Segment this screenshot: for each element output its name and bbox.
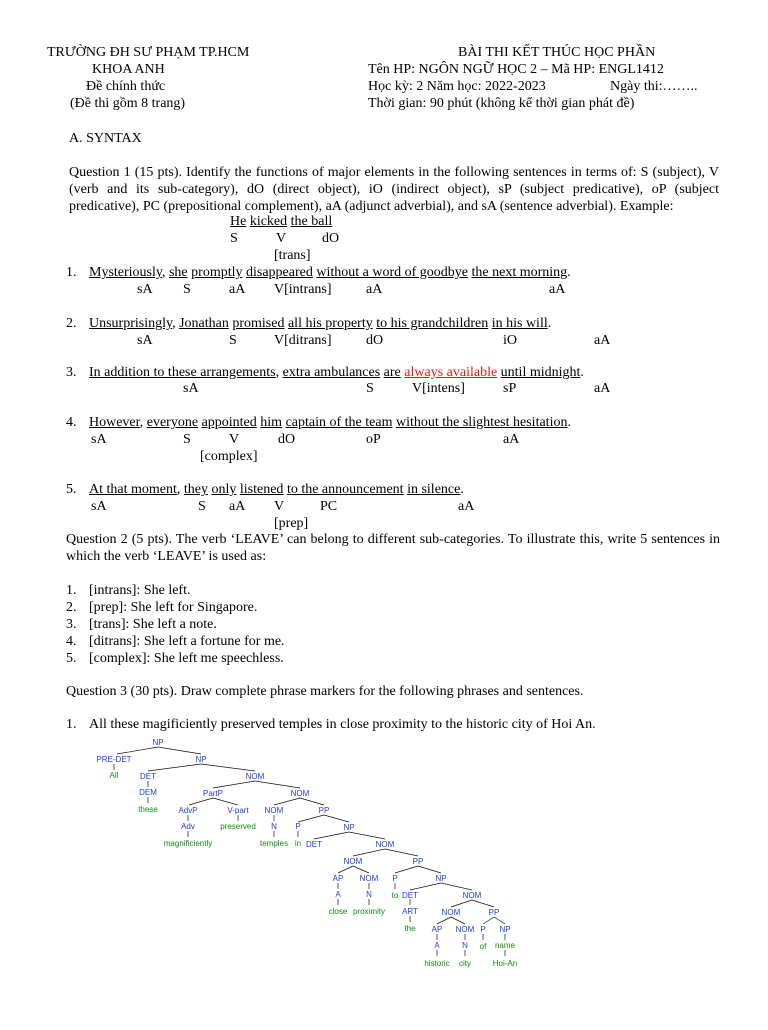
phrase: disappeared <box>246 265 313 280</box>
branch <box>213 798 238 805</box>
phrase: all his property <box>287 316 373 331</box>
node-det: DET <box>306 840 322 849</box>
example-word: kicked <box>249 214 288 229</box>
punct: , <box>275 365 283 380</box>
q1-sentence-2 <box>89 315 551 332</box>
page-count: (Đề thi gồm 8 trang) <box>70 96 186 111</box>
q1-item-number: 2. <box>66 316 77 331</box>
word-historic: historic <box>424 959 450 968</box>
school-name: TRƯỜNG ĐH SƯ PHẠM TP.HCM <box>47 45 250 60</box>
branch <box>324 815 349 822</box>
branch <box>213 781 255 788</box>
node-np: NP <box>499 925 511 934</box>
q2-answer: [trans]: She left a note. <box>89 617 217 632</box>
function-label: sA <box>91 432 107 447</box>
punct: . <box>580 365 584 380</box>
phrase: to his grandchildren <box>376 316 489 331</box>
faculty-name: KHOA ANH <box>92 62 165 77</box>
function-label: iO <box>503 333 517 348</box>
branch <box>353 849 385 856</box>
phrase: only <box>211 482 237 497</box>
q2-intro <box>66 531 720 565</box>
node-n: N <box>271 822 277 831</box>
node-np: NP <box>195 755 207 764</box>
branch <box>314 832 349 839</box>
node-pp: PP <box>488 908 500 917</box>
branch <box>338 866 353 873</box>
q2-item-number: 3. <box>66 617 77 632</box>
word-all: All <box>109 771 119 780</box>
punct: . <box>460 482 464 497</box>
node-n: N <box>462 941 468 950</box>
punct: . <box>547 316 552 331</box>
branch <box>494 917 505 924</box>
q1-sentence-4 <box>89 414 571 431</box>
phrase: Unsurprisingly <box>89 316 173 331</box>
function-label: S <box>183 282 191 297</box>
function-label: sA <box>137 282 153 297</box>
node-det: DET <box>402 891 418 900</box>
function-label: sA <box>183 381 199 396</box>
function-label: aA <box>549 282 566 297</box>
branch <box>483 917 494 924</box>
word-preserved: preserved <box>220 822 256 831</box>
example-sub: [trans] <box>274 248 311 263</box>
phrase: Mysteriously <box>89 265 162 280</box>
phrase: in his will <box>491 316 548 331</box>
node-nom: NOM <box>290 789 310 798</box>
section-title: A. SYNTAX <box>69 131 142 146</box>
tree-nodes <box>96 738 517 968</box>
q1-item-number: 1. <box>66 265 77 280</box>
branch <box>158 747 201 754</box>
branch <box>300 798 324 805</box>
branch <box>395 866 418 873</box>
node-nom: NOM <box>441 908 461 917</box>
phrase: they <box>183 482 208 497</box>
function-label: V[intens] <box>412 381 465 396</box>
q1-intro-text: Question 1 (15 pts). Identify the functions of major elements in the following sentences in terms of: S (subject), V (verb and its sub-category), dO (direct object), iO (indirect object), sP (subject predicative), oP (subject predicative), PC (prepositional complement), aA (adjunct adverbial), and sA (sentence adverbial). Example: <box>69 165 719 214</box>
example-word: the ball <box>290 214 333 229</box>
node-pp: PP <box>412 857 424 866</box>
node-pre-det: PRE-DET <box>96 755 132 764</box>
q1-sentence-5 <box>89 481 464 498</box>
q2-answer: [prep]: She left for Singapore. <box>89 600 258 615</box>
phrase: the next morning <box>471 265 568 280</box>
phrase: At that moment <box>89 482 177 497</box>
q2-item-number: 2. <box>66 600 77 615</box>
function-label: aA <box>229 499 246 514</box>
example-word: He <box>230 214 247 229</box>
branch <box>441 883 472 890</box>
branch <box>437 917 451 924</box>
function-label: dO <box>278 432 296 447</box>
branch <box>298 815 324 822</box>
node-a: A <box>335 890 341 899</box>
branch <box>201 764 255 771</box>
exam-date: Ngày thi:…….. <box>610 79 698 94</box>
q1-sentence-3 <box>89 364 584 381</box>
word-in: in <box>294 839 302 848</box>
branch <box>255 781 300 788</box>
q1-item-number: 3. <box>66 365 77 380</box>
word-hoi-an: Hoi-An <box>492 959 518 968</box>
node-p: P <box>480 925 486 934</box>
phrase: him <box>260 415 283 430</box>
phrase: However <box>89 415 140 430</box>
function-label: V[intrans] <box>274 282 332 297</box>
node-nom: NOM <box>343 857 363 866</box>
node-partp: PartP <box>202 789 224 798</box>
phrase: appointed <box>201 415 257 430</box>
node-ap: AP <box>332 874 344 883</box>
word-name: name <box>494 941 516 950</box>
function-label: S <box>183 432 191 447</box>
phrase: in silence <box>407 482 461 497</box>
punct: . <box>567 415 571 430</box>
punct: , <box>172 316 180 331</box>
function-label: oP <box>366 432 381 447</box>
function-label: dO <box>366 333 384 348</box>
example-label: dO <box>322 231 340 246</box>
word-city: city <box>459 959 471 968</box>
function-label: sA <box>137 333 153 348</box>
word-close: close <box>328 907 348 916</box>
function-label: S <box>229 333 237 348</box>
q2-answer: [ditrans]: She left a fortune for me. <box>89 634 285 649</box>
q3-item-text: All these magificiently preserved temples in close proximity to the historic city of Hoi An. <box>89 717 596 732</box>
q2-item-number: 5. <box>66 651 77 666</box>
phrase: promised <box>232 316 285 331</box>
phrase: captain of the team <box>285 415 393 430</box>
function-label: aA <box>366 282 383 297</box>
function-label: aA <box>229 282 246 297</box>
phrase-highlighted: always available <box>404 365 498 380</box>
punct: , <box>139 415 147 430</box>
phrase-marker-tree <box>0 730 768 1030</box>
q1-intro <box>69 164 719 215</box>
branch <box>148 764 201 771</box>
phrase: listened <box>239 482 284 497</box>
word-to: to <box>391 891 399 900</box>
node-v-part: V-part <box>227 806 249 815</box>
node-nom: NOM <box>375 840 395 849</box>
phrase: promptly <box>191 265 243 280</box>
q2-item-number: 1. <box>66 583 77 598</box>
function-label: aA <box>594 381 611 396</box>
node-adv: Adv <box>181 822 195 831</box>
function-label: aA <box>594 333 611 348</box>
phrase: without a word of goodbye <box>316 265 469 280</box>
branch <box>418 866 441 873</box>
function-label: S <box>198 499 206 514</box>
branch <box>410 883 441 890</box>
branch <box>451 917 465 924</box>
node-p: P <box>295 822 301 831</box>
word-magnificiently: magnificiently <box>163 839 213 848</box>
phrase: are <box>383 365 401 380</box>
word-proximity: proximity <box>352 907 386 916</box>
node-nom: NOM <box>245 772 265 781</box>
word-the: the <box>404 924 416 933</box>
q2-intro-text: Question 2 (5 pts). The verb ‘LEAVE’ can belong to different sub-categories. To illustrate this, write 5 sentences in which the verb ‘LEAVE’ is used as: <box>66 532 720 564</box>
branch <box>189 798 213 805</box>
node-nom: NOM <box>359 874 379 883</box>
function-label: S <box>366 381 374 396</box>
node-art: ART <box>402 907 418 916</box>
q1-example <box>230 213 332 230</box>
node-nom: NOM <box>264 806 284 815</box>
q2-item-number: 4. <box>66 634 77 649</box>
q1-sentence-1 <box>89 264 571 281</box>
node-n: N <box>366 890 372 899</box>
function-label: V <box>229 432 240 447</box>
punct: . <box>567 265 571 280</box>
node-advp: AdvP <box>178 806 198 815</box>
q1-item-number: 4. <box>66 415 77 430</box>
function-label: V <box>274 499 285 514</box>
exam-title: BÀI THI KẾT THÚC HỌC PHẦN <box>458 45 656 60</box>
q2-answer: [intrans]: She left. <box>89 583 191 598</box>
function-label: PC <box>320 499 338 514</box>
branch <box>274 798 300 805</box>
node-np: NP <box>343 823 355 832</box>
phrase: without the slightest hesitation <box>395 415 568 430</box>
official-label: Đề chính thức <box>86 79 166 94</box>
branch <box>385 849 418 856</box>
phrase: everyone <box>146 415 199 430</box>
function-label: sA <box>91 499 107 514</box>
word-these: these <box>138 805 158 814</box>
node-det: DET <box>140 772 156 781</box>
course-name: Tên HP: NGÔN NGỮ HỌC 2 – Mã HP: ENGL1412 <box>368 62 664 77</box>
node-a: A <box>434 941 440 950</box>
node-dem: DEM <box>139 788 157 797</box>
phrase: she <box>168 265 188 280</box>
branch <box>353 866 369 873</box>
q1-item-number: 5. <box>66 482 77 497</box>
node-pp: PP <box>318 806 330 815</box>
node-p: P <box>392 874 398 883</box>
phrase: to the announcement <box>286 482 404 497</box>
exam-duration: Thời gian: 90 phút (không kể thời gian phát đề) <box>368 96 635 111</box>
subcategory-label: [complex] <box>200 449 258 464</box>
function-label: aA <box>503 432 520 447</box>
punct: , <box>176 482 184 497</box>
function-label: aA <box>458 499 475 514</box>
function-label: V[ditrans] <box>274 333 332 348</box>
semester: Học kỳ: 2 Năm học: 2022-2023 <box>368 79 546 94</box>
node-nom: NOM <box>455 925 475 934</box>
q3-intro: Question 3 (30 pts). Draw complete phrase markers for the following phrases and sentences. <box>66 684 584 699</box>
node-np: NP <box>435 874 447 883</box>
branch <box>349 832 385 839</box>
example-label: S <box>230 231 238 246</box>
node-nom: NOM <box>462 891 482 900</box>
branch <box>451 900 472 907</box>
node-ap: AP <box>431 925 443 934</box>
q3-item-number: 1. <box>66 717 77 732</box>
punct: , <box>161 265 169 280</box>
tree-branches <box>114 747 505 956</box>
phrase: In addition to these arrangements <box>89 365 276 380</box>
phrase: Jonathan <box>179 316 229 331</box>
example-label: V <box>276 231 287 246</box>
subcategory-label: [prep] <box>274 516 309 531</box>
branch <box>117 747 158 754</box>
branch <box>472 900 494 907</box>
function-label: sP <box>503 381 517 396</box>
word-of: of <box>479 942 487 951</box>
word-temples: temples <box>259 839 289 848</box>
node-np: NP <box>152 738 164 747</box>
phrase: extra ambulances <box>282 365 381 380</box>
q2-answer: [complex]: She left me speechless. <box>89 651 284 666</box>
phrase: until midnight <box>500 365 581 380</box>
